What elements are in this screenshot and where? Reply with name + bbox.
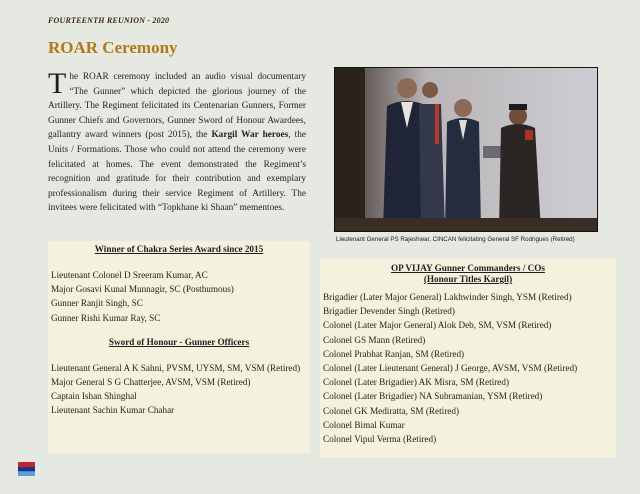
list-item: Gunner Ranjit Singh, SC <box>51 298 143 309</box>
list-item: Brigadier (Later Major General) Lakhwinder Singh, YSM (Retired) <box>323 292 572 302</box>
sword-list <box>48 361 310 418</box>
page-number-badge <box>18 462 35 476</box>
list-item: Gunner Rishi Kumar Ray, SC <box>51 312 161 323</box>
list-item: Lieutenant General A K Sahni, PVSM, UYSM, SM, VSM (Retired) <box>51 362 301 373</box>
list-item: Colonel GS Mann (Retired) <box>323 334 426 345</box>
vijay-heading: OP VIJAY Gunner Commanders / COs <box>391 263 545 273</box>
list-item: Major Gosavi Kunal Munnagir, SC (Posthumous) <box>51 284 234 295</box>
list-item: Colonel Prabhat Ranjan, SM (Retired) <box>323 348 465 359</box>
article-body <box>48 67 306 216</box>
list-item: Captain Ishan Shinghal <box>51 391 137 402</box>
list-item: Lieutenant Colonel D Sreeram Kumar, AC <box>51 270 208 280</box>
list-item: Colonel (Later Brigadier) AK Misra, SM (Retired) <box>323 377 510 388</box>
list-item: Major General S G Chatterjee, AVSM, VSM (Retired) <box>51 377 251 388</box>
drop-cap: T <box>48 67 67 100</box>
ceremony-photo-illustration <box>335 68 597 231</box>
ceremony-photo <box>334 67 598 232</box>
photo-caption: Lieutenant General PS Rajeshwar, CINCAN felicitating General SF Rodrigues (Retired) <box>336 236 575 243</box>
vijay-subheading: (Honour Titles Kargil) <box>423 274 513 284</box>
chakra-list <box>48 268 310 325</box>
list-item: Colonel (Later Brigadier) NA Subramanian, YSM (Retired) <box>323 391 543 402</box>
running-header: FOURTEENTH REUNION - 2020 <box>48 16 170 25</box>
body-text-part-2: , the Units / Formations. Those who could not attend the ceremony were felicitated at homes. The event demonstrated the Regiment’s recognition and gratitude for their contribution and exemplary professionalism during their service Regiment of Artillery. The invitees were felicitated with “Topkhane ki Shaan” mementoes. <box>48 130 306 214</box>
vijay-list <box>320 290 616 446</box>
op-vijay-box <box>320 259 616 458</box>
sword-heading: Sword of Honour - Gunner Officers <box>108 336 250 347</box>
body-text-part-1: he ROAR ceremony included an audio visual documentary “The Gunner” which depicted the glorious journey of the Artillery. The Regiment felicitated its Centenarian Gunners, Former Gunner Chiefs and Governors, Gunner Sword of Honour Awardees, gallantry award winners (post 2015), the <box>48 72 306 141</box>
list-item: Colonel Vipul Verma (Retired) <box>323 434 437 445</box>
page-number: 265 <box>20 463 33 470</box>
body-text-bold: Kargil War heroes <box>211 130 289 141</box>
article-title: ROAR Ceremony <box>48 38 178 57</box>
list-item: Colonel (Later Lieutenant General) J George, AVSM, VSM (Retired) <box>323 363 578 374</box>
list-item: Brigadier Devender Singh (Retired) <box>323 306 455 317</box>
chakra-heading: Winner of Chakra Series Award since 2015 <box>94 244 264 254</box>
list-item: Colonel (Later Major General) Alok Deb, SM, VSM (Retired) <box>323 320 552 331</box>
awards-box <box>48 241 310 453</box>
list-item: Lieutenant Sachin Kumar Chahar <box>51 405 175 416</box>
list-item: Colonel GK Mediratta, SM (Retired) <box>323 405 460 416</box>
list-item: Colonel Bimal Kumar <box>323 419 405 430</box>
